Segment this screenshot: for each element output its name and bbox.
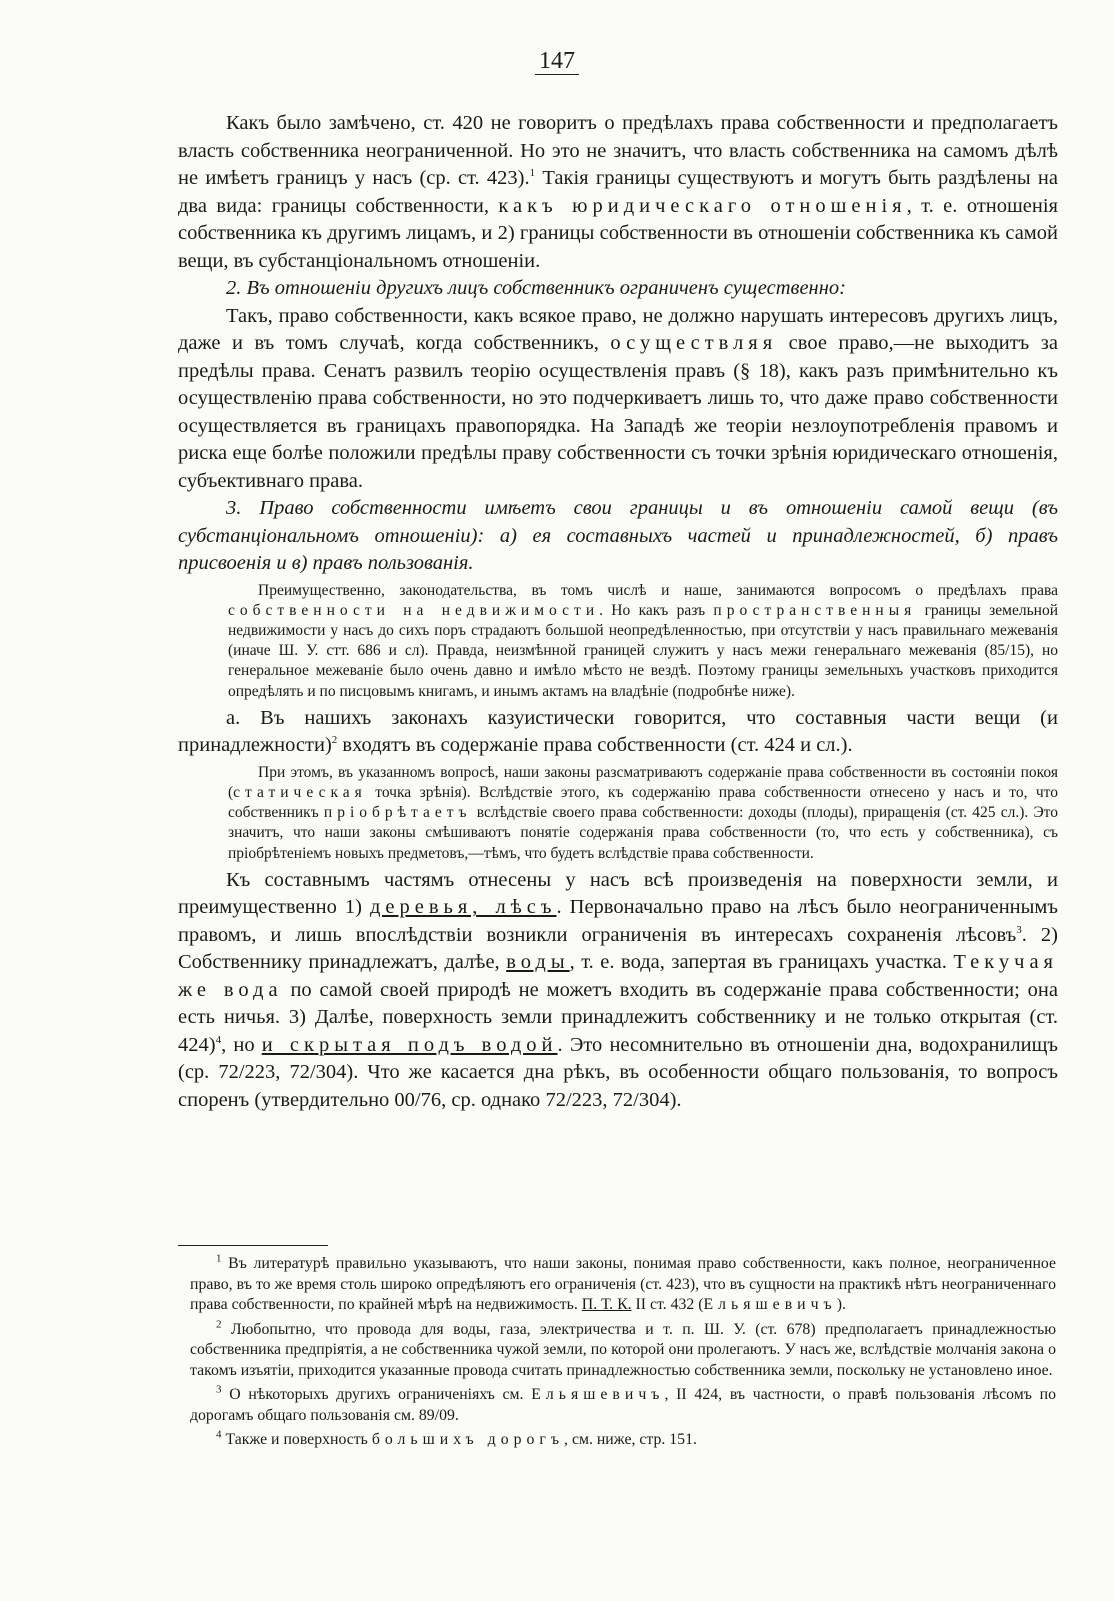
paragraph-2: Такъ, право собственности, какъ всякое право, не должно нарушать интересовъ другихъ лицъ, даже и въ томъ случаѣ, когда собственникъ, осуществляя свое право,—не выходитъ за предѣлы права. Сенатъ развилъ теорію осуществленія правъ (§ 18), какъ разъ примѣнительно къ осуществленію права собственности, но это подчеркиваетъ лишь то, что даже право собственности осуществляется въ границахъ правопорядка. На Западѣ же теоріи незлоупотребленія правомъ и риска еще болѣе положили предѣлы праву собственности съ точки зрѣнія юридическаго отношенія, субъективнаго права. xyxy=(178,304,1058,492)
footnote-3: $^3$ О нѣкоторыхъ другихъ ограниченіяхъ см. Ельяшевичъ, II 424, въ частности, о правѣ пользованія лѣсомъ по дорогамъ общаго пользованія см. 89/09. xyxy=(190,1383,1056,1424)
footnote-ref-2: 2 xyxy=(331,734,338,747)
footnote-ref-4: 4 xyxy=(215,1033,222,1046)
paragraph-a: а. Въ нашихъ законахъ казуистически говорится, что составныя части вещи (и принадлежности)$^2$ входятъ въ содержаніе права собственности (ст. 424 и сл.). xyxy=(178,706,1058,757)
small-note-2: При этомъ, въ указанномъ вопросѣ, наши законы разсматриваютъ содержаніе права собственности въ состояніи покоя (статическая точка зрѣнія). Вслѣдствіе этого, къ содержанію права собственности отнесено у насъ и то, что собственникъ пріобрѣтаетъ вслѣдствіе своего права собственности: доходы (плоды), приращенія (ст. 425 сл.). Это значитъ, что наши законы смѣшиваютъ понятіе содержанія права собственности (то, что есть у собственника), съ пріобрѣтеніемъ новыхъ предметовъ,—тѣмъ, что будетъ вслѣдствіе права собственности. xyxy=(228,763,1058,862)
footnote-4: $^4$ Также и поверхность большихъ дорогъ, см. ниже, стр. 151. xyxy=(216,1428,697,1448)
paragraph-1: Какъ было замѣчено, ст. 420 не говоритъ о предѣлахъ права собственности и предполагаетъ власть собственника неограниченной. Но это не значитъ, что власть собственника на самомъ дѣлѣ не имѣетъ границъ у насъ (ср. ст. 423).$^1$ Такія границы существуютъ и могутъ быть раздѣлены на два вида: границы собственности, какъ юридическаго отношенія, т. е. отношенія собственника къ другимъ лицамъ, и 2) границы собственности въ отношеніи собственника къ самой вещи, въ субстанціональномъ отношеніи. xyxy=(178,112,1058,272)
heading-3: 3. Право собственности имѣетъ свои границы и въ отношеніи самой вещи (въ субстанціональномъ отношеніи): а) ея составныхъ частей и принадлежностей, б) правъ присвоенія и в) правъ пользованія. xyxy=(178,497,1058,574)
main-text xyxy=(178,110,1058,1114)
paragraph-4: Къ составнымъ частямъ отнесены у насъ всѣ произведенія на поверхности земли, и преимущественно 1) деревья, лѣсъ. Первоначально право на лѣсъ было неограниченнымъ правомъ, и лишь впослѣдствіи возникли ограниченія въ интересахъ сохраненія лѣсовъ$^3$. 2) Собственнику принадлежатъ, далѣе, воды, т. е. вода, запертая въ границахъ участка. Текучая же вода по самой своей природѣ не можетъ входить въ содержаніе права собственности; она есть ничья. 3) Далѣе, поверхность земли принадлежитъ собственнику и не только открытая (ст. 424)$^4$, но и скрытая подъ водой. Это несомнительно въ отношеніи дна, водохранилищъ (ср. 72/223, 72/304). Что же касается дна рѣкъ, въ особенности общаго пользованія, то вопросъ споренъ (утвердительно 00/76, ср. однако 72/223, 72/304). xyxy=(178,868,1059,1111)
footnote-ref-3: 3 xyxy=(1016,923,1022,936)
footnotes xyxy=(190,1254,1056,1455)
heading-2: 2. Въ отношеніи другихъ лицъ собственникъ ограниченъ существенно: xyxy=(226,277,846,299)
page-number: 147 xyxy=(0,48,1114,75)
footnote-1: $^1$ Въ литературѣ правильно указываютъ, что наши законы, понимая право собственности, какъ полное, неограниченное право, въ то же время столь широко опредѣляютъ его ограниченія (ст. 423), что въ сущности на практикѣ нѣтъ неограниченнаго права собственности, по крайней мѣрѣ на недвижимость. П. Т. К. II ст. 432 (Ельяшевичъ). xyxy=(190,1252,1056,1313)
footnote-divider xyxy=(178,1245,328,1246)
footnote-ref-1: 1 xyxy=(529,167,536,180)
small-note-1: Преимущественно, законодательства, въ томъ числѣ и наше, занимаются вопросомъ о предѣлахъ права собственности на недвижимости. Но какъ разъ пространственныя границы земельной недвижимости у насъ до сихъ поръ страдаютъ большой неопредѣленностью, при отсутствіи у насъ правильнаго межеванія (иначе Ш. У. стт. 686 и сл). Правда, неизмѣнной границей служитъ у насъ межи генеральнаго межеванія (85/15), но генеральное межеваніе было очень давно и имѣло мѣсто не вездѣ. Поэтому границы земельныхъ участковъ приходится опредѣлять и по писцовымъ книгамъ, и инымъ актамъ на владѣніе (подробнѣе ниже). xyxy=(228,581,1059,700)
footnote-2: $^2$ Любопытно, что провода для воды, газа, электричества и т. п. Ш. У. (ст. 678) предполагаетъ принадлежностью собственника предпріятія, а не собственника чужой земли, по которой они пролегаютъ. У насъ же, вслѣдствіе молчанія закона о такомъ изъятіи, приходится указанные провода считать принадлежностью собственника земли, поскольку не установлено иное. xyxy=(190,1318,1056,1379)
